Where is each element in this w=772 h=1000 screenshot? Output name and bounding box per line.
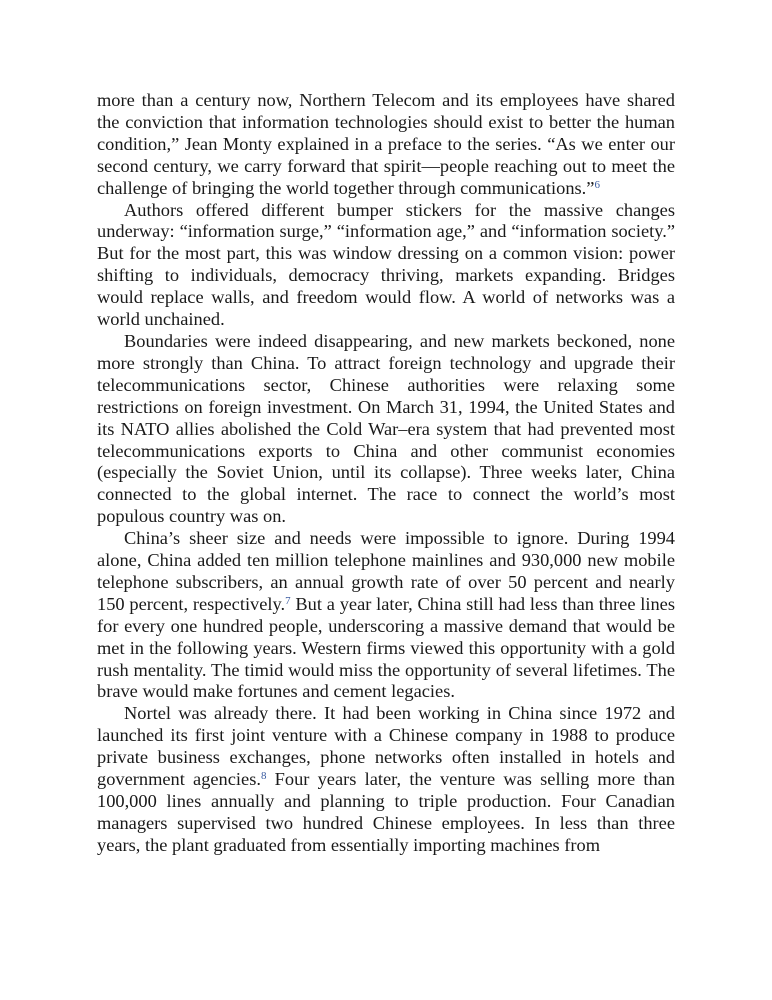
paragraph-text: Authors offered different bumper stickers for the massive changes underway: “information surge,” “information age,” and “information society.” But for the most part, this was window dressing on a common vision: power shifting to individuals, democracy thriving, markets expanding. Bridges would replace walls, and freedom would flow. A world of networks was a world unchained. [97,199,675,330]
paragraph-text: more than a century now, Northern Telecom and its employees have shared the conviction that information technologies should exist to better the human condition,” Jean Monty explained in a preface to the series. “As we enter our second century, we carry forward that spirit—people reaching out to meet the challenge of bringing the world together through communications.” [97,90,675,198]
footnote-reference-8[interactable]: 8 [260,770,267,783]
paragraph-northern-telecom-preface [97,90,675,200]
paragraph-china-size-needs [97,528,675,703]
paragraph-text: But a year later, China still had less than three lines for every one hundred people, underscoring a massive demand that would be met in the following years. Western firms viewed this opportunity with a gold rush mentality. The timid would miss the opportunity of several lifetimes. The brave would make fortunes and cement legacies. [97,593,675,702]
paragraph-text: Boundaries were indeed disappearing, and new markets beckoned, none more strongly than China. To attract foreign technology and upgrade their telecommunications sector, Chinese authorities were relaxing some restrictions on foreign investment. On March 31, 1994, the United States and its NATO allies abolished the Cold War–era system that had prevented most telecommunications exports to China and other communist economies (especially the Soviet Union, until its collapse). Three weeks later, China connected to the global internet. The race to connect the world’s most populous country was on. [97,330,675,527]
paragraph-text: Nortel was already there. It had been working in China since 1972 and launched its first joint venture with a Chinese company in 1988 to produce private business exchanges, phone networks often installed in hotels and government agencies. [97,703,675,790]
paragraph-nortel-in-china [97,703,675,856]
document-body [97,90,675,857]
paragraph-text: Four years later, the venture was selling more than 100,000 lines annually and planning to triple production. Four Canadian managers supervised two hundred Chinese employees. In less than three years, the plant graduated from essentially importing machines from [97,769,676,855]
paragraph-boundaries-china [97,331,675,528]
paragraph-text: China’s sheer size and needs were impossible to ignore. During 1994 alone, China added ten million telephone mainlines and 930,000 new mobile telephone subscribers, an annual growth rate of over 50 percent and nearly 150 percent, respectively. [97,528,675,614]
paragraph-bumper-stickers [97,200,675,331]
footnote-reference-7[interactable]: 7 [285,594,291,607]
footnote-reference-6[interactable]: 6 [594,178,600,191]
